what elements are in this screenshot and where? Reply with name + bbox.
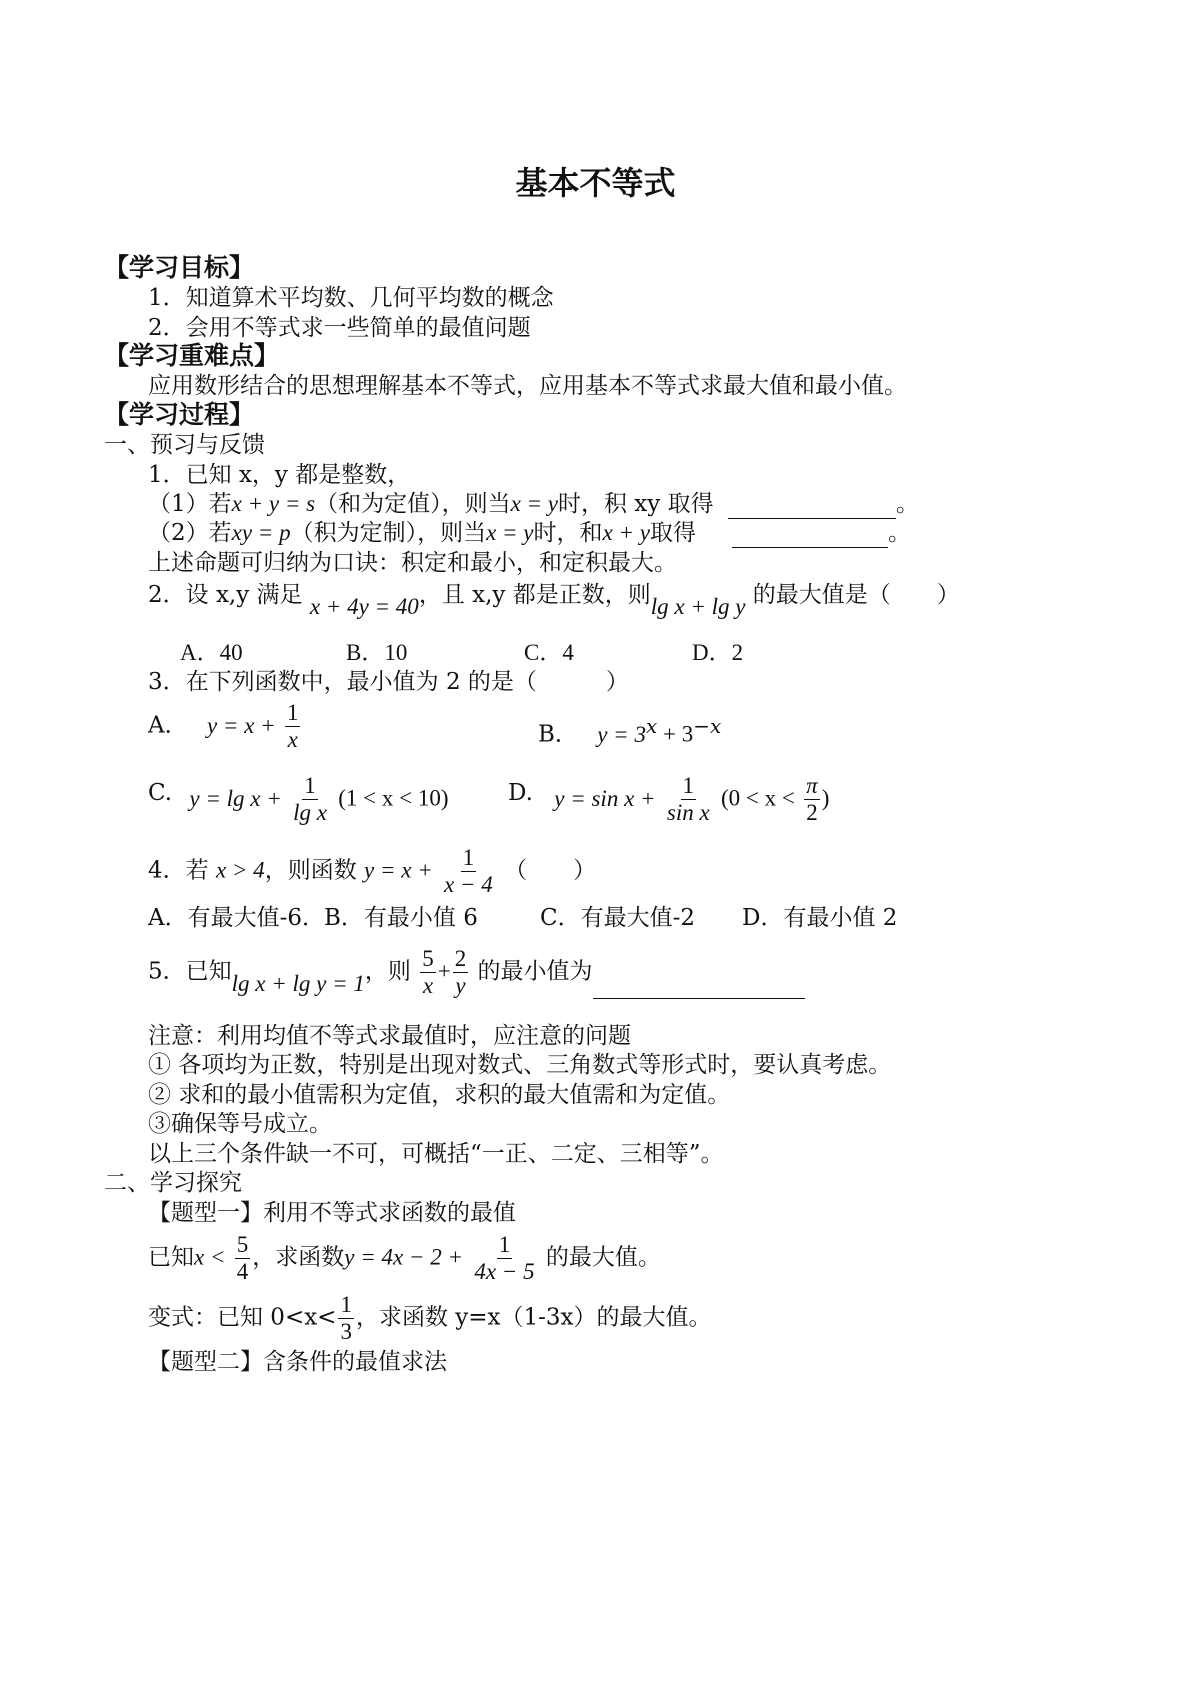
q3d-range-right: ) (821, 785, 830, 811)
note-1: ① 各项均为正数，特别是出现对数式、三角数式等形式时，要认真考虑。 (148, 1052, 892, 1078)
q3d-fraction: $\frac{1}{\text{sin x}}$ (666, 773, 710, 825)
ex-cond-fraction: $\frac{5}{4}$ (236, 1232, 249, 1284)
q1b-end: 。 (888, 520, 911, 546)
q1-rule: 上述命题可归纳为口诀：积定和最小，和定积最大。 (148, 550, 677, 576)
type2-heading: 【题型二】含条件的最值求法 (148, 1349, 447, 1375)
q2-mid: ，且 x,y 都是正数，则 (418, 582, 651, 608)
key-points-text: 应用数形结合的思想理解基本不等式，应用基本不等式求最大值和最小值。 (148, 373, 907, 399)
q2-suffix: 的最大值是（ ） (752, 582, 960, 608)
q5-fraction-2: $\frac{2}{y}$ (454, 946, 467, 998)
q4-option-d[interactable]: D．有最小值 2 (742, 905, 898, 931)
q2-option-a[interactable]: A．40 (180, 640, 243, 665)
q2-expr: lg x + lg y (650, 594, 746, 619)
q1b-expr2: x + y (602, 520, 650, 545)
q3-option-b[interactable] (538, 711, 721, 750)
q1-stem: 1．已知 x，y 都是整数， (148, 462, 411, 488)
q3c-lhs: y = lg x + (189, 785, 282, 811)
q4-option-c[interactable]: C．有最大值-2 (540, 905, 696, 931)
q5-plus: + (437, 958, 451, 984)
ex-fraction: $\frac{1}{4x - 5}$ (474, 1232, 535, 1284)
ex-prefix: 已知 (148, 1244, 194, 1271)
q3b-plus: + 3 (657, 721, 694, 747)
q3-option-c[interactable] (148, 773, 449, 826)
q4-fraction: $\frac{1}{x - 4}$ (444, 845, 493, 897)
q1a-mid: （和为定值），则当 (315, 491, 511, 517)
q1b-suffix2: 取得 (649, 520, 696, 546)
q3-stem: 3．在下列函数中，最小值为 2 的是（ ） (148, 669, 629, 695)
process-heading: 【学习过程】 (104, 400, 255, 429)
q2-option-d[interactable]: D．2 (692, 640, 744, 665)
part2-heading: 二、学习探究 (104, 1170, 242, 1196)
goal-1: 1．知道算术平均数、几何平均数的概念 (148, 285, 554, 311)
ex-cond: x < (194, 1244, 226, 1270)
q1-part1 (148, 489, 714, 519)
var-suffix: ，求函数 y=x（1-3x）的最大值。 (355, 1304, 712, 1331)
q1a-answer-line[interactable] (728, 489, 919, 519)
q4-prefix: 4．若 (148, 857, 209, 884)
q3d-label: D. (508, 779, 533, 806)
q4-lhs: y = x + (364, 857, 433, 883)
var-fraction: $\frac{1}{3}$ (340, 1292, 352, 1344)
q1a-cond: x = y (510, 491, 558, 516)
q1a-expr: x + y = s (231, 491, 316, 516)
q2-cond: x + 4y = 40 (309, 594, 419, 619)
note-3: ③确保等号成立。 (148, 1111, 332, 1137)
type1-heading: 【题型一】利用不等式求函数的最值 (148, 1200, 516, 1226)
q5-cond: lg x + lg y = 1 (231, 970, 365, 996)
q1b-cond: x = y (486, 520, 534, 545)
q5-stem (148, 946, 805, 999)
q1b-expr: xy = p (231, 520, 291, 545)
q1-part2 (148, 518, 696, 548)
q3b-base1: y = 3 (597, 721, 646, 747)
q3-option-d[interactable] (508, 773, 829, 826)
ex-suffix: 的最大值。 (545, 1244, 661, 1271)
q3d-lhs: y = sin x + (554, 785, 656, 811)
q2-stem (148, 580, 960, 619)
q2-option-c[interactable]: C．4 (524, 640, 574, 665)
q3c-range: (1 < x < 10) (338, 785, 449, 811)
q1a-suffix: 时，积 xy 取得 (558, 491, 714, 517)
ex-lhs: y = 4x − 2 + (344, 1244, 464, 1270)
q4-option-a[interactable]: A．有最大值-6． (148, 905, 326, 931)
q1b-mid: （积为定制），则当 (290, 520, 487, 546)
variant-1 (148, 1292, 712, 1345)
q1a-prefix: （1）若 (148, 491, 232, 517)
q1b-prefix: （2）若 (148, 520, 232, 546)
q4-suffix: （ ） (504, 857, 597, 884)
q5-answer-line[interactable] (593, 976, 805, 999)
q2-prefix: 2．设 x,y 满足 (148, 582, 303, 608)
example-1 (148, 1232, 661, 1285)
goal-2: 2．会用不等式求一些简单的最值问题 (148, 315, 531, 341)
ex-mid: ，求函数 (252, 1244, 345, 1271)
page-title: 基本不等式 (515, 164, 676, 202)
goals-heading: 【学习目标】 (104, 253, 255, 282)
q3b-exp2: −x (693, 714, 722, 738)
q4-cond: x > 4 (215, 857, 265, 883)
q3c-fraction: $\frac{1}{\text{lg x}}$ (293, 773, 327, 825)
q3b-label: B． (538, 721, 578, 748)
q1b-answer-line[interactable] (732, 518, 911, 548)
q5-fraction-1: $\frac{5}{x}$ (422, 946, 434, 998)
q3c-label: C. (148, 779, 173, 806)
q3-option-a[interactable] (148, 700, 302, 753)
q3a-lhs: y = x + (206, 712, 276, 738)
note-2: ② 求和的最小值需积为定值，求积的最大值需和为定值。 (148, 1082, 731, 1108)
q4-stem (148, 845, 596, 898)
q5-prefix: 5．已知 (148, 958, 232, 985)
part1-heading: 一、预习与反馈 (104, 432, 265, 458)
q3a-label: A． (148, 712, 188, 739)
q2-option-b[interactable]: B．10 (346, 640, 408, 665)
q1b-suffix: 时，和 (533, 520, 603, 546)
key-points-heading: 【学习重难点】 (104, 341, 280, 370)
q4-option-b[interactable]: B．有最小值 6 (324, 905, 478, 931)
q5-suffix: 的最小值为 (477, 958, 593, 985)
note-4: 以上三个条件缺一不可，可概括“一正、二定、三相等”。 (148, 1141, 724, 1167)
q1a-end: 。 (896, 491, 919, 517)
q3b-exp1: x (645, 714, 658, 738)
note-0: 注意：利用均值不等式求最值时，应注意的问题 (148, 1023, 631, 1049)
q3a-fraction: $\frac{1}{x}$ (286, 700, 299, 752)
q4-mid: ，则函数 (264, 857, 357, 884)
var-prefix: 变式：已知 0<x< (148, 1304, 337, 1331)
q3d-range-left: (0 < x < (721, 785, 795, 811)
q3d-pi-fraction: $\frac{\pi}{2}$ (806, 773, 818, 825)
q5-mid: ，则 (364, 958, 411, 985)
